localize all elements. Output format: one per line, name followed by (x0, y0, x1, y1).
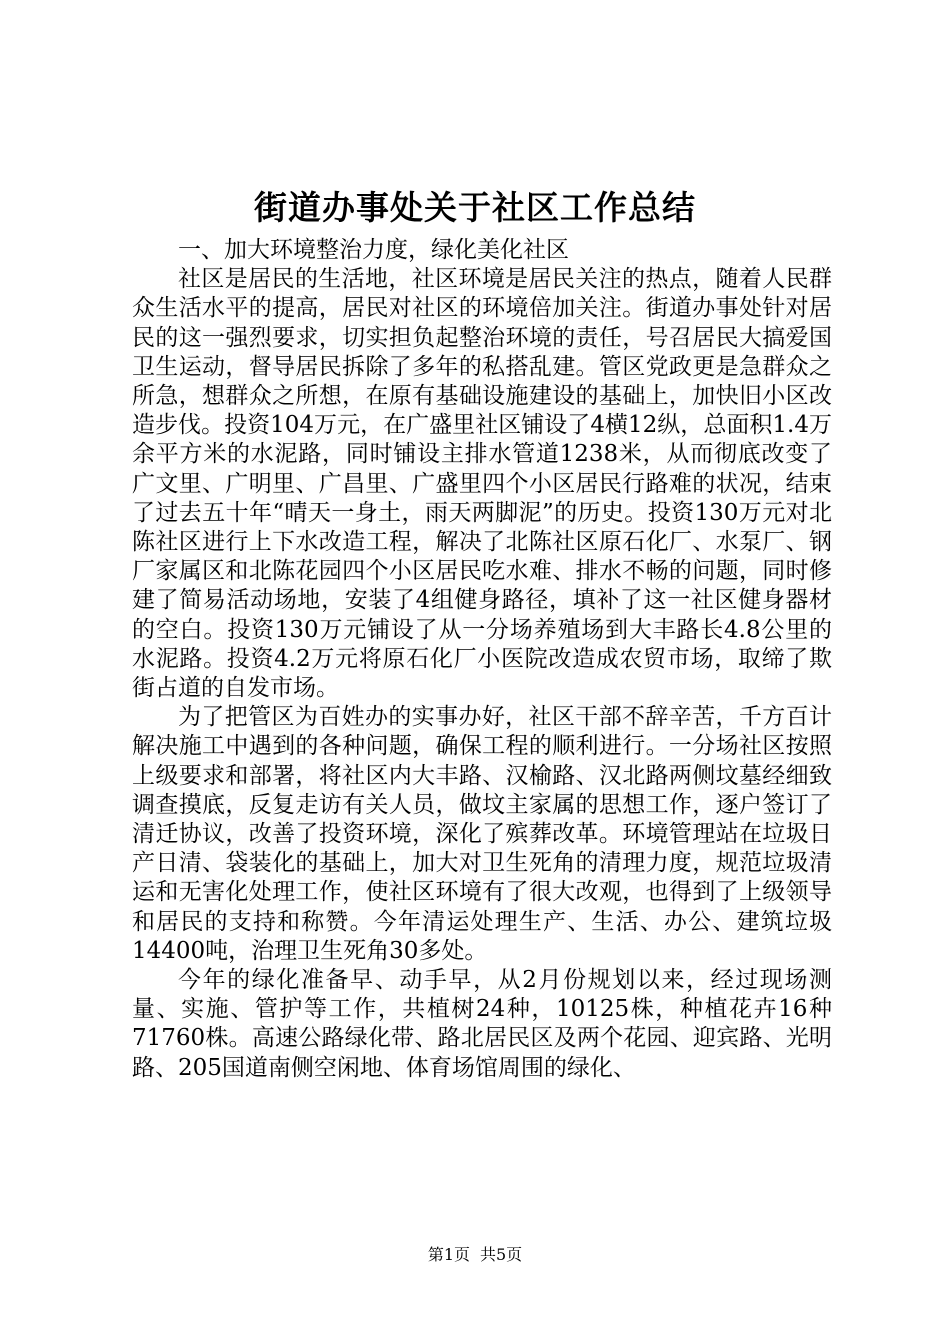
page-footer (0, 1244, 950, 1266)
page-number: 第1页 (427, 1245, 470, 1264)
document-body (132, 236, 832, 1083)
document-title: 街道办事处关于社区工作总结 (254, 188, 696, 227)
page-total: 共5页 (480, 1245, 523, 1264)
paragraph-2: 为了把管区为百姓办的实事办好，社区干部不辞辛苦，千方百计解决施工中遇到的各种问题，确保工程的顺利进行。一分场社区按照上级要求和部署，将社区内大丰路、汉榆路、汉北路两侧坟墓经细致调查摸底，反复走访有关人员，做坟主家属的思想工作，逐户签订了清迁协议，改善了投资环境，深化了殡葬改革。环境管理站在垃圾日产日清、袋装化的基础上，加大对卫生死角的清理力度，规范垃圾清运和无害化处理工作，使社区环境有了很大改观，也得到了上级领导和居民的支持和称赞。今年清运处理生产、生活、办公、建筑垃圾14400吨，治理卫生死角30多处。 (132, 704, 832, 964)
paragraph-3: 今年的绿化准备早、动手早，从2月份规划以来，经过现场测量、实施、管护等工作，共植树24种，10125株，种植花卉16种71760株。高速公路绿化带、路北居民区及两个花园、迎宾路、光明路、205国道南侧空闲地、体育场馆周围的绿化、 (132, 967, 832, 1081)
paragraph-1: 社区是居民的生活地，社区环境是居民关注的热点，随着人民群众生活水平的提高，居民对社区的环境倍加关注。街道办事处针对居民的这一强烈要求，切实担负起整治环境的责任，号召居民大搞爱国卫生运动，督导居民拆除了多年的私搭乱建。管区党政更是急群众之所急，想群众之所想，在原有基础设施建设的基础上，加快旧小区改造步伐。投资104万元，在广盛里社区铺设了4横12纵，总面积1.4万余平方米的水泥路，同时铺设主排水管道1238米，从而彻底改变了广文里、广明里、广昌里、广盛里四个小区居民行路难的状况，结束了过去五十年“晴天一身土，雨天两脚泥”的历史。投资130万元对北陈社区进行上下水改造工程，解决了北陈社区原石化厂、水泵厂、钢厂家属区和北陈花园四个小区居民吃水难、排水不畅的问题，同时修建了简易活动场地，安装了4组健身路径，填补了这一社区健身器材的空白。投资130万元铺设了从一分场养殖场到大丰路长4.8公里的水泥路。投资4.2万元将原石化厂小医院改造成农贸市场，取缔了欺街占道的自发市场。 (132, 266, 832, 702)
section-heading: 一、加大环境整治力度，绿化美化社区 (178, 237, 569, 263)
